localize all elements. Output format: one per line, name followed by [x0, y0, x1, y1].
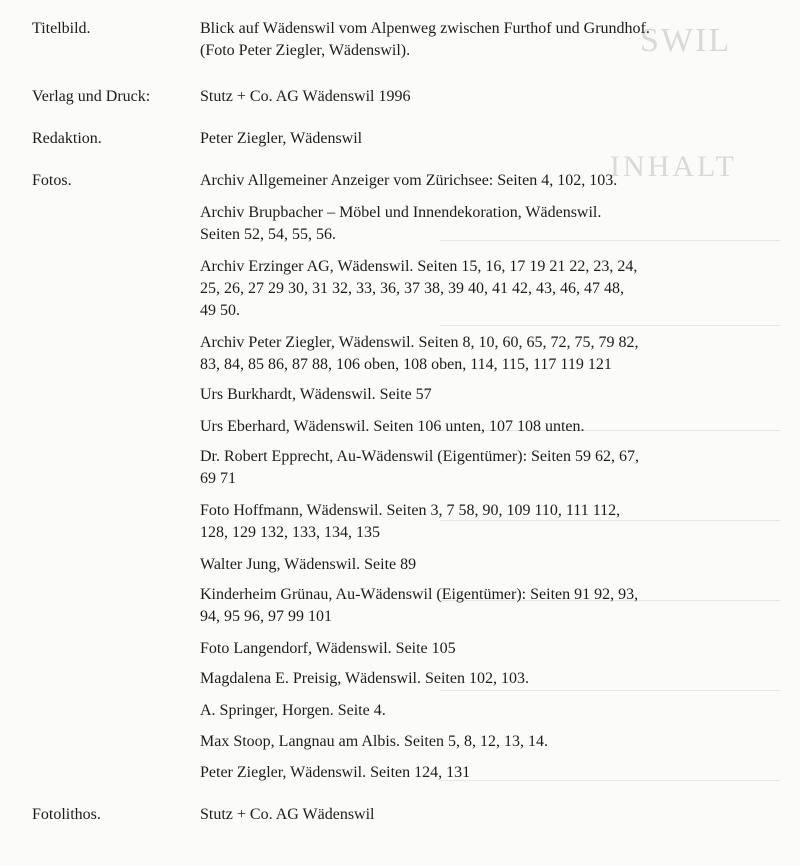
credit-line: 25, 26, 27 29 30, 31 32, 33, 36, 37 38, 39 40, 41 42, 43, 46, 47 48,	[200, 280, 624, 297]
label-verlag: Verlag und Druck:	[32, 88, 151, 105]
show-through-heading: INHALT	[610, 150, 737, 183]
credit-line: 83, 84, 85 86, 87 88, 106 oben, 108 oben, 114, 115, 117 119 121	[200, 356, 612, 373]
credit-line: 69 71	[200, 470, 236, 487]
credit-line: Urs Eberhard, Wädenswil. Seiten 106 unten, 107 108 unten.	[200, 418, 585, 435]
credit-line: 49 50.	[200, 302, 240, 319]
credit-line: Urs Burkhardt, Wädenswil. Seite 57	[200, 386, 432, 403]
credit-line: Archiv Brupbacher – Möbel und Innendekoration, Wädenswil.	[200, 204, 602, 221]
show-through-rule	[440, 325, 780, 326]
credit-line: A. Springer, Horgen. Seite 4.	[200, 702, 386, 719]
credit-line: Dr. Robert Epprecht, Au-Wädenswil (Eigentümer): Seiten 59 62, 67,	[200, 448, 640, 465]
text-titelbild	[200, 18, 650, 62]
label-fotolithos: Fotolithos.	[32, 806, 101, 823]
credit-line: Magdalena E. Preisig, Wädenswil. Seiten 102, 103.	[200, 670, 529, 687]
credit-line: Seiten 52, 54, 55, 56.	[200, 226, 336, 243]
credit-line: 94, 95 96, 97 99 101	[200, 608, 332, 625]
credit-line: Archiv Erzinger AG, Wädenswil. Seiten 15, 16, 17 19 21 22, 23, 24,	[200, 258, 638, 275]
credit-line: Archiv Allgemeiner Anzeiger vom Zürichsee: Seiten 4, 102, 103.	[200, 172, 618, 189]
credit-line: Foto Langendorf, Wädenswil. Seite 105	[200, 640, 456, 657]
text-line: Blick auf Wädenswil vom Alpenweg zwischen Furthof und Grundhof.	[200, 20, 650, 37]
credit-line: Peter Ziegler, Wädenswil. Seiten 124, 131	[200, 764, 471, 781]
show-through-rule	[440, 780, 780, 781]
credit-line: Foto Hoffmann, Wädenswil. Seiten 3, 7 58, 90, 109 110, 111 112,	[200, 502, 621, 519]
label-redaktion: Redaktion.	[32, 130, 102, 147]
credit-line: Max Stoop, Langnau am Albis. Seiten 5, 8, 12, 13, 14.	[200, 733, 548, 750]
credit-line: 128, 129 132, 133, 134, 135	[200, 524, 380, 541]
credit-line: Walter Jung, Wädenswil. Seite 89	[200, 556, 417, 573]
text-line: (Foto Peter Ziegler, Wädenswil).	[200, 42, 411, 59]
credit-line: Archiv Peter Ziegler, Wädenswil. Seiten 8, 10, 60, 65, 72, 75, 79 82,	[200, 334, 639, 351]
credit-line: Kinderheim Grünau, Au-Wädenswil (Eigentümer): Seiten 91 92, 93,	[200, 586, 639, 603]
label-titelbild: Titelbild.	[32, 20, 91, 37]
show-through-title: SWIL	[640, 22, 732, 59]
show-through-rule	[440, 690, 780, 691]
text-redaktion: Peter Ziegler, Wädenswil	[200, 130, 363, 147]
text-verlag: Stutz + Co. AG Wädenswil 1996	[200, 88, 411, 105]
text-fotolithos: Stutz + Co. AG Wädenswil	[200, 806, 375, 823]
label-fotos: Fotos.	[32, 172, 72, 189]
